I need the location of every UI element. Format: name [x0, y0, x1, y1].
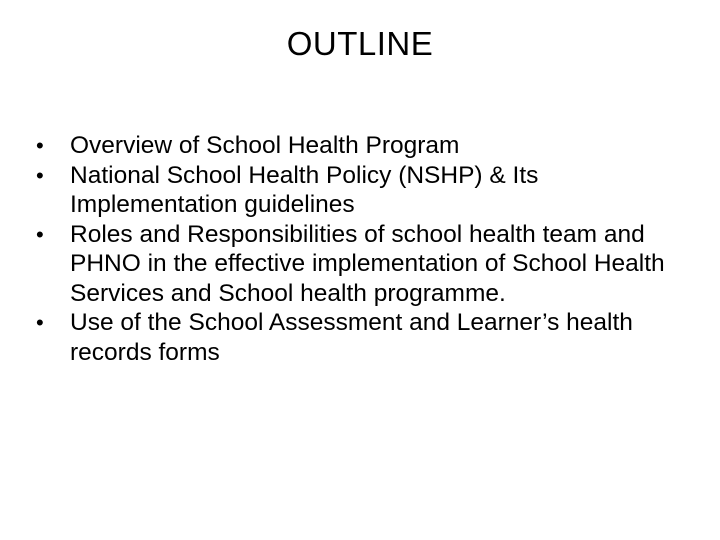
outline-item-text: National School Health Policy (NSHP) & Its Implementation guidelines — [70, 161, 539, 218]
outline-item-text: Overview of School Health Program — [70, 132, 460, 159]
outline-item — [36, 220, 686, 309]
outline-item-text: Roles and Responsibilities of school health team and PHNO in the effective implementation of School Health Services and School health programme. — [70, 220, 665, 307]
outline-list — [36, 131, 686, 367]
bullet-dot-icon: • — [36, 133, 44, 158]
bullet-dot-icon: • — [36, 162, 44, 188]
bullet-dot-icon: • — [36, 221, 44, 247]
slide-title: OUTLINE — [286, 25, 434, 62]
bullet-dot-icon: • — [36, 310, 44, 335]
outline-item — [36, 161, 686, 220]
outline-item — [36, 308, 686, 367]
outline-item — [36, 131, 686, 161]
outline-item-text: Use of the School Assessment and Learner’s health records forms — [70, 309, 633, 366]
